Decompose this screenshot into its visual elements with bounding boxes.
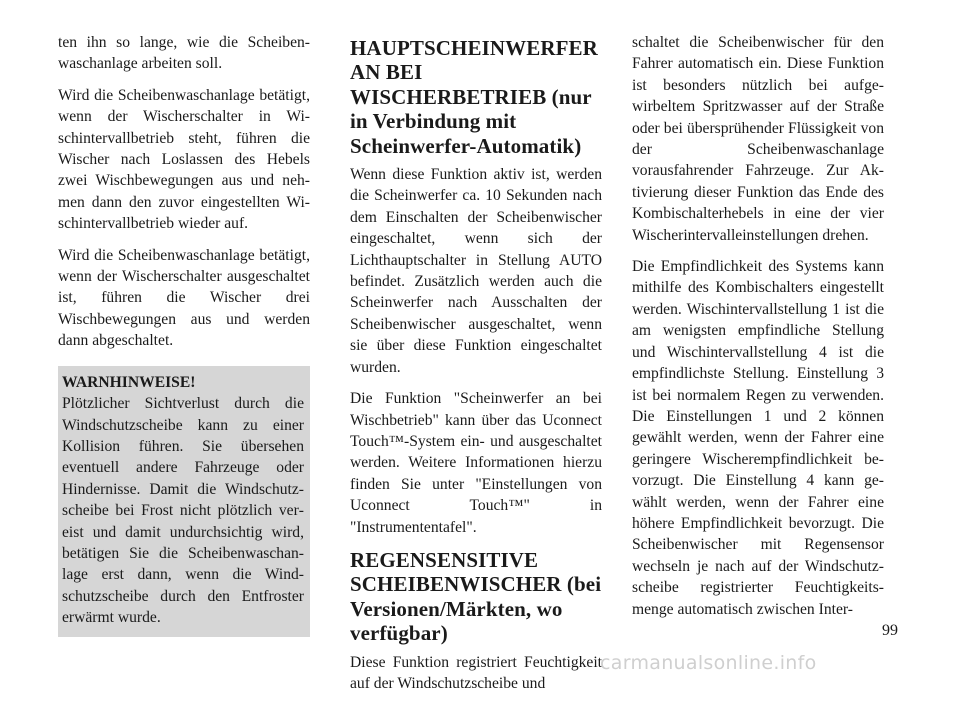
paragraph: ten ihn so lange, wie die Scheibenwaschanlage arbeiten soll. [58,34,310,73]
paragraph: Wird die Scheibenwaschanlage betätigt, wenn der Wischerschalter ausgeschaltet ist, führen die Wischer drei Wischbewegungen aus und werden dann abgeschaltet. [58,246,310,350]
paragraph: Wird die Scheibenwaschanlage betätigt, wenn der Wischerschalter in Wischintervallbetrieb steht, führen die Wischer nach Loslassen des Hebels zwei Wischbewegungen aus und nehmen dann den zuvor eingestellten Wischintervallbetrieb wieder auf. [58,86,310,233]
section-heading-headlights: HAUPTSCHEINWERFER AN BEI WISCHERBETRIEB (nur in Verbindung mit Scheinwerfer-Automatik) [350,36,598,158]
watermark: carmanualsonline.info [600,652,817,674]
paragraph: Diese Funktion registriert Feuchtigkeit auf der Windschutzscheibe und [350,653,602,692]
column-left [58,32,310,637]
paragraph: schaltet die Scheibenwischer für den Fahrer automatisch ein. Diese Funktion ist besonders nützlich bei aufgewirbeltem Spritzwasser auf der Straße oder bei übersprühender Flüssigkeit von der Scheibenwaschanlage vorausfahrender Fahrzeuge. Zur Aktivierung dieser Funktion das Ende des Kombischalterhebels in eine der vier Wischerintervalleinstellungen drehen. [632,34,884,244]
column-right [632,32,884,630]
paragraph: Wenn diese Funktion aktiv ist, werden die Scheinwerfer ca. 10 Sekunden nach dem Einschalten der Scheibenwischer eingeschaltet, wenn sich der Lichthauptschalter in Stellung AUTO befindet. Zusätzlich werden auch die Scheinwerfer nach Ausschalten der Scheibenwischer ausgeschaltet, wenn sie über diese Funktion eingeschaltet wurden. [350,166,602,376]
paragraph: Die Empfindlichkeit des Systems kann mithilfe des Kombischalters eingestellt werden. Wischintervallstellung 1 ist die am wenigsten empfindliche Stellung und Wischintervallstellung 4 ist die empfindlichste Stellung. Einstellung 3 ist bei normalem Regen zu verwenden. Die Einstellungen 1 und 2 können gewählt werden, wenn der Fahrer eine geringere Wischerempfindlichkeit bevorzugt. Die Einstellung 4 kann gewählt werden, wenn der Fahrer eine höhere Empfindlichkeit bevorzugt. Die Scheibenwischer mit Regensensor wechseln je nach auf der Windschutzscheibe registrierter Feuchtigkeitsmenge automatisch zwischen Inter- [632,258,884,618]
section-heading-rain-sensor: REGENSENSITIVE SCHEIBENWISCHER (bei Versionen/Märkten, wo verfügbar) [350,547,602,646]
warning-title: WARNHINWEISE! [62,373,196,391]
warning-text: Plötzlicher Sichtverlust durch die Windschutzscheibe kann zu einer Kollision führen. Sie übersehen eventuell andere Fahrzeuge oder Hindernisse. Damit die Windschutzscheibe bei Frost nicht plötzlich vereist und damit undurchsichtig wird, betätigen Sie die Scheibenwaschanlage erst dann, wenn die Windschutzscheibe durch den Entfroster erwärmt wurde. [62,395,304,627]
column-middle [350,36,602,704]
paragraph: Die Funktion "Scheinwerfer an bei Wischbetrieb" kann über das Uconnect Touch™-System ein- und ausgeschaltet werden. Weitere Informationen hierzu finden Sie unter "Einstellungen von Uconnect Touch™" in "Instrumententafel". [350,390,602,536]
page-number: 99 [882,622,898,639]
warning-box [58,366,310,637]
